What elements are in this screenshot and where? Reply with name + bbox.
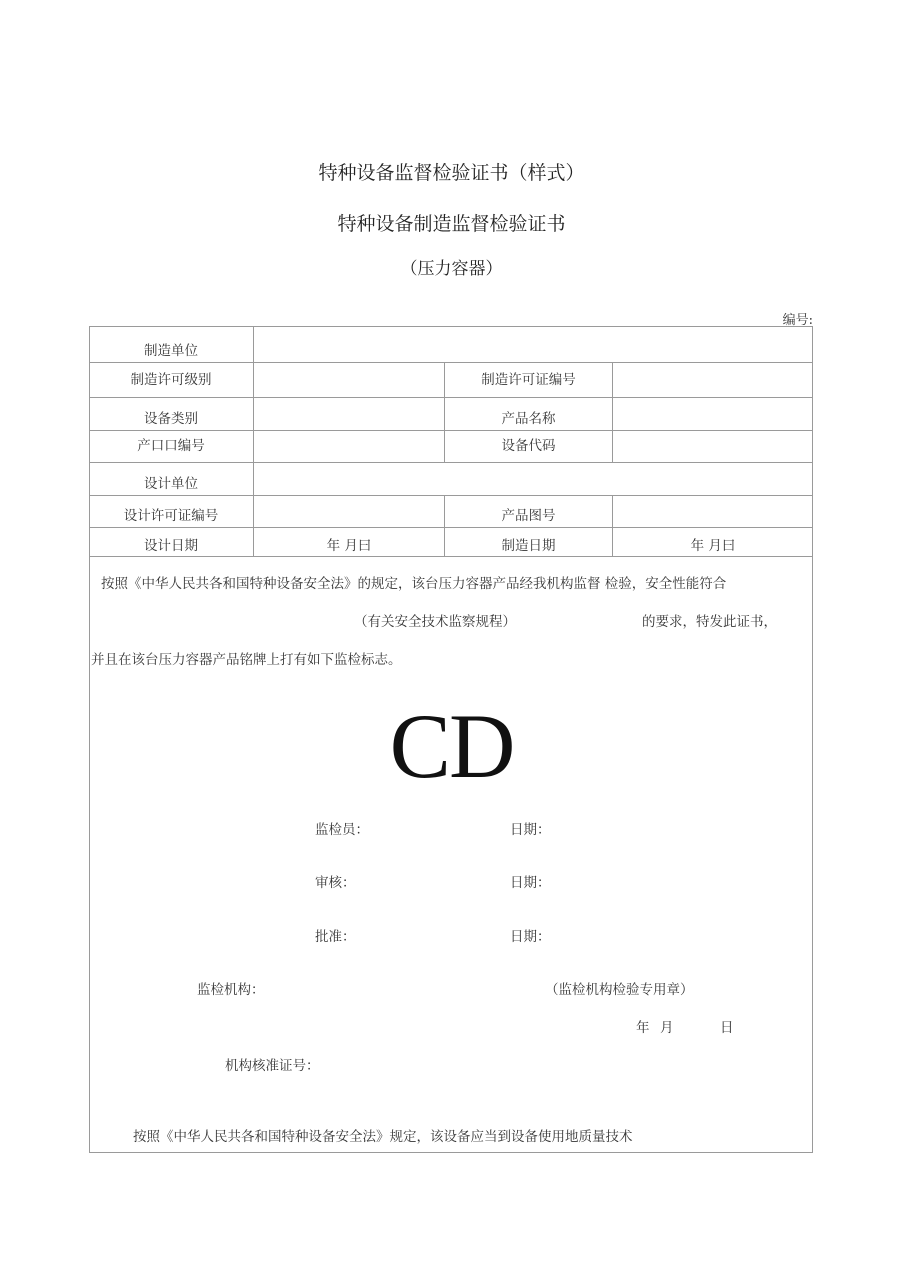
review-label: 审核： [315,875,356,891]
label-manufacture-license-no: 制造许可证编号 [481,372,576,388]
certificate-subtitle: 特种设备制造监督检验证书 [337,213,566,235]
statement-line-3: 并且在该台压力容器产品铭牌上打有如下监检标志。 [91,652,402,668]
footer-note: 按照《中华人民共各和国特种设备安全法》规定，该设备应当到设备使用地质量技术 [133,1129,633,1145]
table-divider [89,556,813,557]
field-product-name[interactable] [613,404,813,426]
review-date-label: 日期： [510,875,551,891]
table-divider [89,397,813,398]
approve-label: 批准： [315,929,356,945]
label-equipment-category: 设备类别 [144,411,198,427]
certificate-category: （压力容器） [400,259,503,279]
field-design-license-no[interactable] [254,501,444,523]
field-manufacture-license-no[interactable] [613,370,813,392]
field-design-unit[interactable] [254,468,813,492]
seal-date-day: 日 [720,1020,734,1036]
table-divider [89,430,813,431]
field-equipment-category[interactable] [254,404,444,426]
field-product-drawing-no[interactable] [613,501,813,523]
label-design-unit: 设计单位 [144,476,198,492]
field-manufacture-license-level[interactable] [254,370,444,392]
label-design-license-no: 设计许可证编号 [123,508,219,524]
label-manufacturer: 制造单位 [144,343,198,359]
organization-label: 监检机构： [197,982,265,998]
seal-date-year: 年 [636,1020,650,1036]
inspector-label: 监检员： [315,822,369,838]
field-product-number[interactable] [254,436,444,458]
label-product-drawing-no: 产品图号 [501,508,556,524]
approve-date-label: 日期： [510,929,551,945]
label-manufacture-license-level: 制造许可级别 [130,372,212,388]
statement-regulation: （有关安全技术监察规程） [354,614,516,630]
field-equipment-code[interactable] [613,436,813,458]
label-equipment-code: 设备代码 [501,438,556,454]
field-manufacture-date[interactable]: 年 月曰 [690,538,736,554]
label-design-date: 设计日期 [144,538,198,554]
inspector-date-label: 日期： [510,822,551,838]
field-manufacturer[interactable] [254,336,813,360]
seal-note: （监检机构检验专用章） [545,982,694,998]
approval-number-label: 机构核准证号： [225,1058,320,1074]
table-divider [89,362,813,363]
table-divider [89,462,813,463]
inspection-mark: CD [389,695,514,797]
table-divider [89,527,813,528]
statement-line-2-suffix: 的要求，特发此证书， [642,614,777,630]
seal-date-month: 月 [660,1020,674,1036]
table-divider [89,495,813,496]
label-manufacture-date: 制造日期 [501,538,556,554]
doc-number-label: 编号: [782,313,813,328]
label-product-number: 产口口编号 [137,438,205,454]
label-product-name: 产品名称 [501,411,556,427]
statement-line-1: 按照《中华人民共各和国特种设备安全法》的规定，该台压力容器产品经我机构监督 检验，安全性能符合 [101,576,727,592]
field-design-date[interactable]: 年 月曰 [326,538,372,554]
certificate-title: 特种设备监督检验证书（样式） [318,162,585,184]
